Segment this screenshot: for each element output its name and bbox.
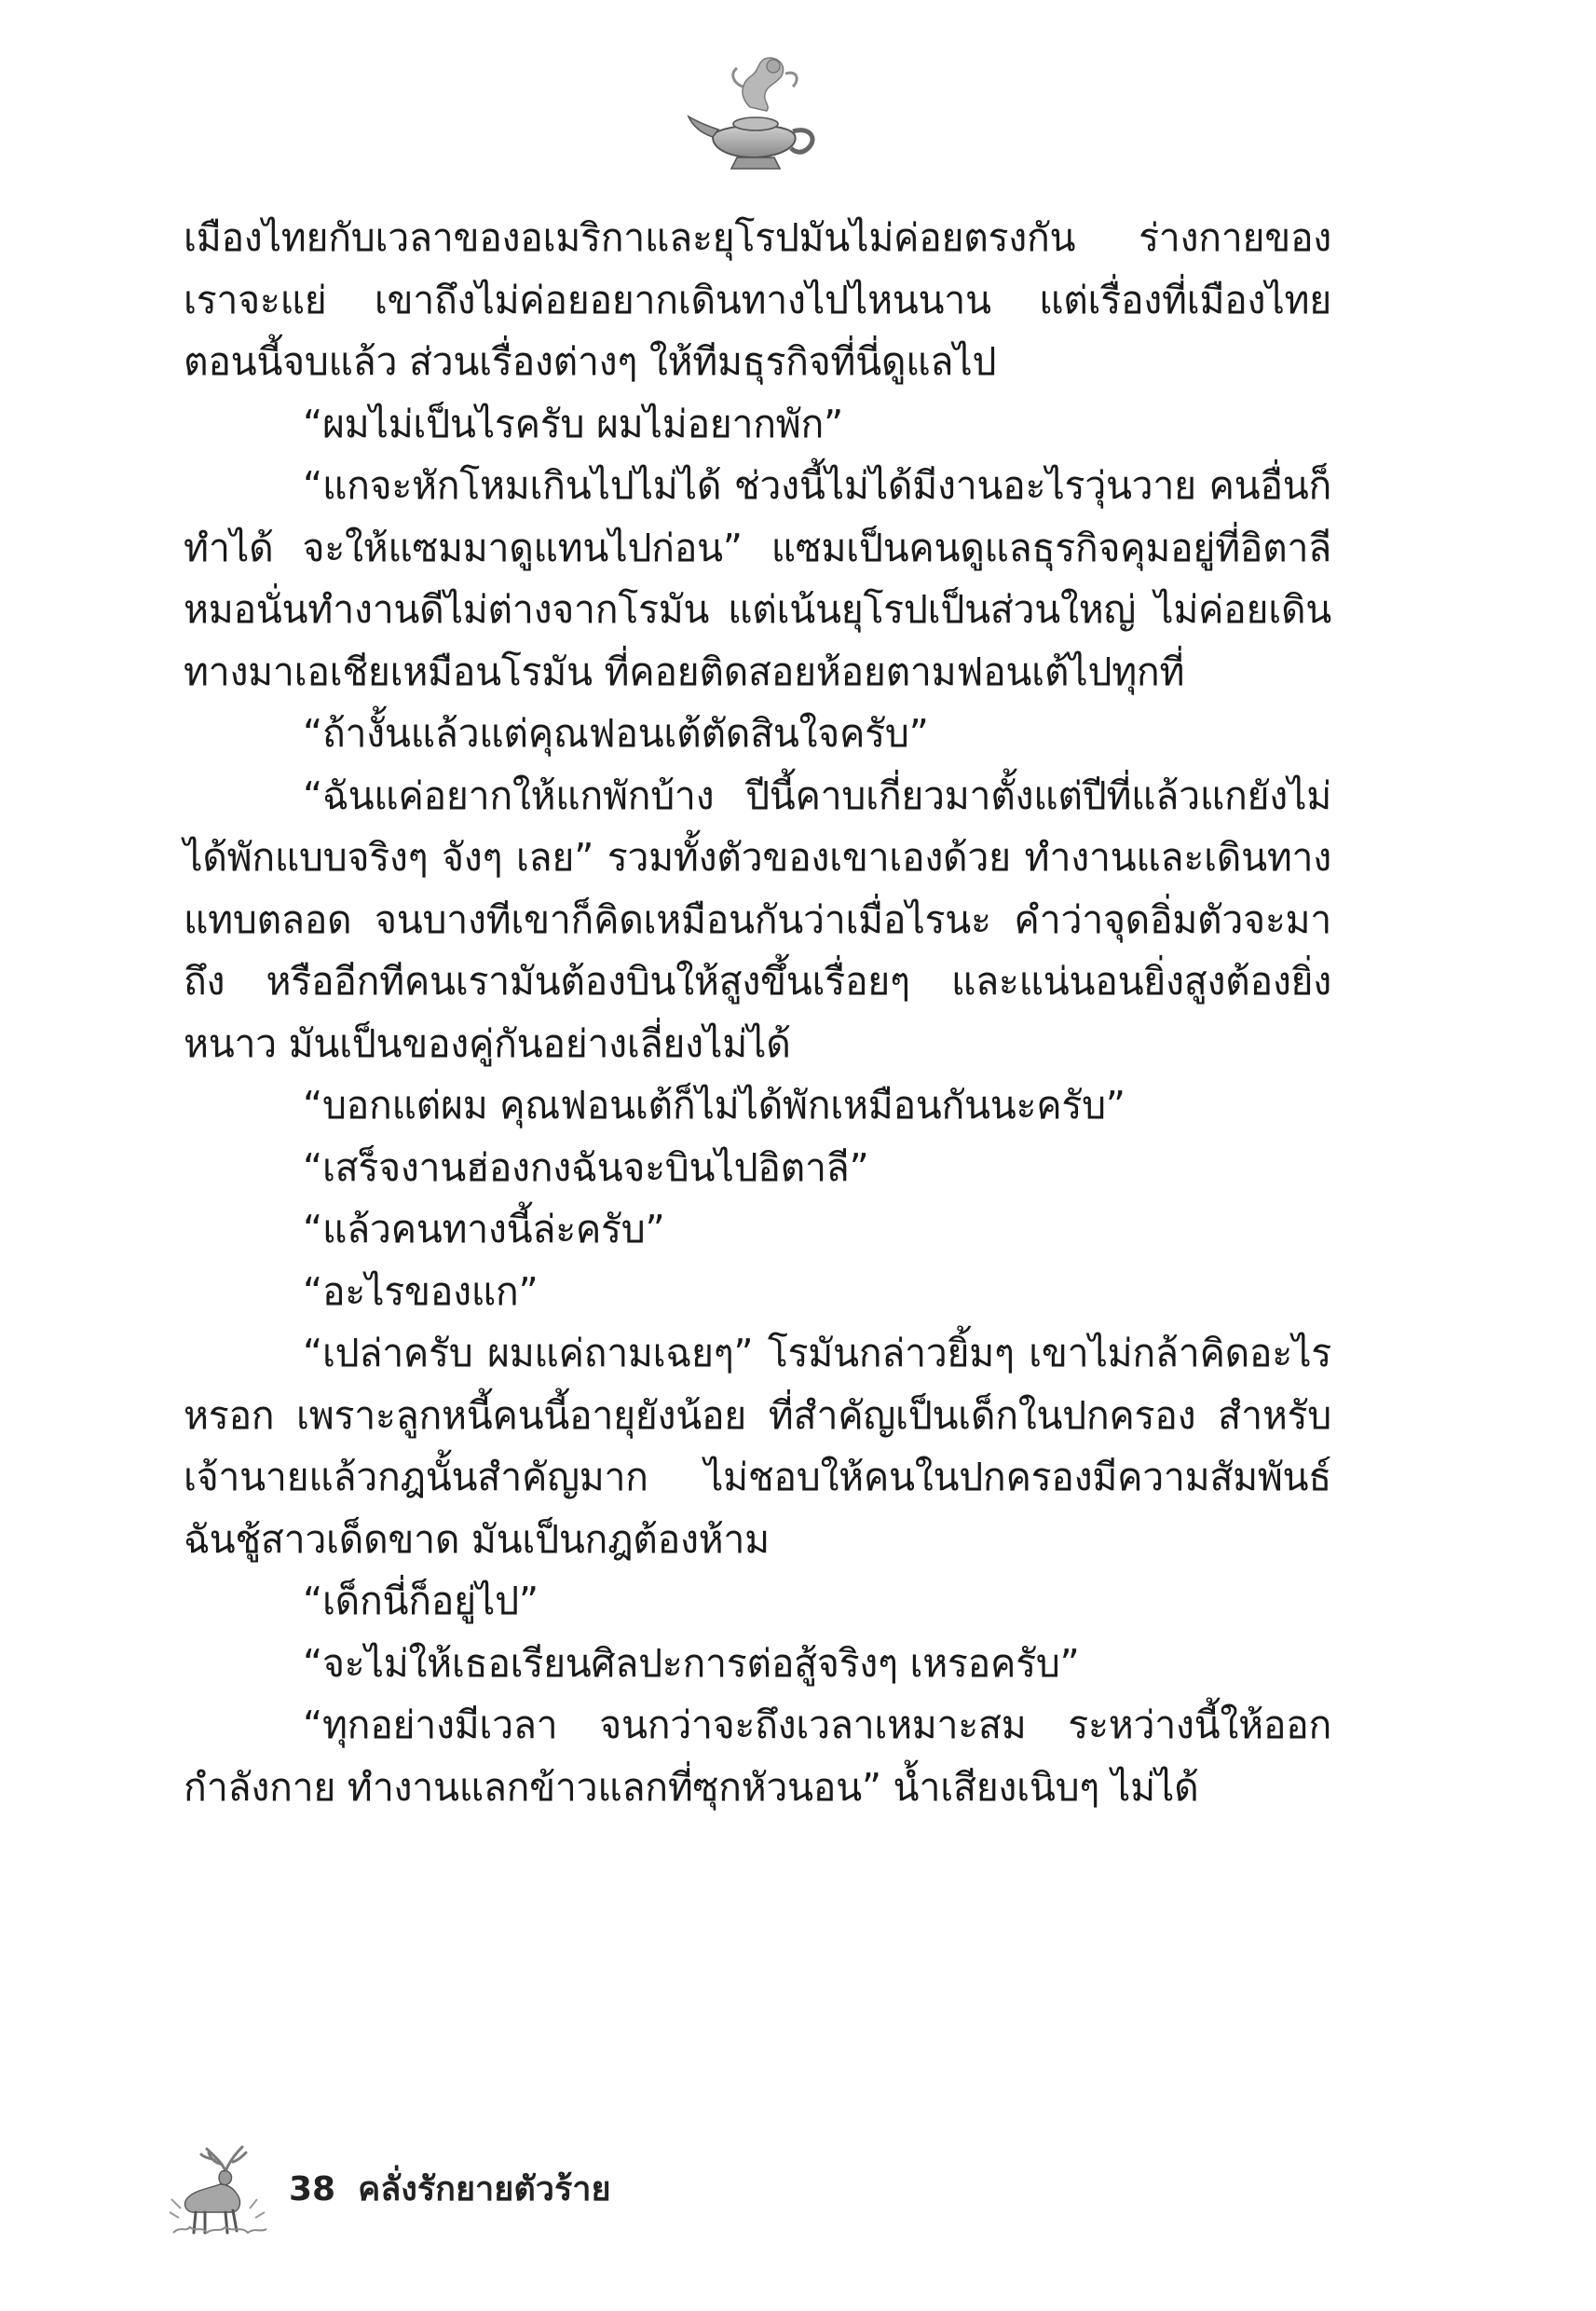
paragraph: “ฉันแค่อยากให้แกพักบ้าง ปีนี้คาบเกี่ยวมาตั้งแต่ปีที่แล้วแกยังไม่ได้พักแบบจริงๆ จังๆ เลย” รวมทั้งตัวของเขาเองด้วย ทำงานและเดินทางแทบตลอด จนบางทีเขาก็คิดเหมือนกันว่าเมื่อไรนะ คำว่าจุดอิ่มตัวจะมาถึง หรืออีกทีคนเรามันต้องบินให้สูงขึ้นเรื่อยๆ และแน่นอนยิ่งสูงต้องยิ่งหนาว มันเป็นของคู่กันอย่างเลี่ยงไม่ได้ (184, 773, 1331, 1066)
paragraph: “จะไม่ให้เธอเรียนศิลปะการต่อสู้จริงๆ เหรอครับ” (303, 1640, 1080, 1686)
paragraph: “เด็กนี่ก็อยู่ไป” (303, 1579, 539, 1623)
body-text (184, 207, 1331, 1818)
paragraph: “เสร็จงานฮ่องกงฉันจะบินไปอิตาลี” (303, 1144, 869, 1190)
deer-icon (168, 2143, 270, 2236)
paragraph: “เปล่าครับ ผมแค่ถามเฉยๆ” โรมันกล่าวยิ้มๆ เขาไม่กล้าคิดอะไรหรอก เพราะลูกหนี้คนนี้อายุยังน้อย ที่สำคัญเป็นเด็กในปกครอง สำหรับเจ้านายแล้วกฎนั้นสำคัญมาก ไม่ชอบให้คนในปกครองมีความสัมพันธ์ฉันชู้สาวเด็ดขาด มันเป็นกฎต้องห้าม (184, 1331, 1331, 1562)
paragraph: “ทุกอย่างมีเวลา จนกว่าจะถึงเวลาเหมาะสม ระหว่างนี้ให้ออกกำลังกาย ทำงานแลกข้าวแลกที่ซุกหัวนอน” น้ำเสียงเนิบๆ ไม่ได้ (184, 1702, 1331, 1810)
paragraph: “อะไรของแก” (303, 1268, 539, 1314)
paragraph: “บอกแต่ผม คุณฟอนเต้ก็ไม่ได้พักเหมือนกันนะครับ” (303, 1083, 1125, 1128)
paragraph: “แกจะหักโหมเกินไปไม่ได้ ช่วงนี้ไม่ได้มีงานอะไรวุ่นวาย คนอื่นก็ทำได้ จะให้แซมมาดูแทนไปก่อน” แซมเป็นคนดูแลธุรกิจคุมอยู่ที่อิตาลี หมอนั่นทำงานดีไม่ต่างจากโรมัน แต่เน้นยุโรปเป็นส่วนใหญ่ ไม่ค่อยเดินทางมาเอเชียเหมือนโรมัน ที่คอยติดสอยห้อยตามฟอนเต้ไปทุกที่ (184, 463, 1331, 694)
genie-lamp-icon (685, 51, 825, 186)
page-number: 38 (289, 2170, 336, 2208)
footer-text (289, 2169, 611, 2210)
paragraph: “ถ้างั้นแล้วแต่คุณฟอนเต้ตัดสินใจครับ” (303, 711, 929, 756)
paragraph: “ผมไม่เป็นไรครับ ผมไม่อยากพัก” (303, 401, 843, 446)
book-title: คลั่งรักยายตัวร้าย (358, 2170, 611, 2208)
paragraph: เมืองไทยกับเวลาของอเมริกาและยุโรปมันไม่ค่อยตรงกัน ร่างกายของเราจะแย่ เขาถึงไม่ค่อยอยากเดินทางไปไหนนาน แต่เรื่องที่เมืองไทยตอนนี้จบแล้ว ส่วนเรื่องต่างๆ ให้ทีมธุรกิจที่นี่ดูแลไป (184, 215, 1331, 384)
page-footer (168, 2143, 820, 2236)
paragraph: “แล้วคนทางนี้ล่ะครับ” (303, 1207, 665, 1251)
